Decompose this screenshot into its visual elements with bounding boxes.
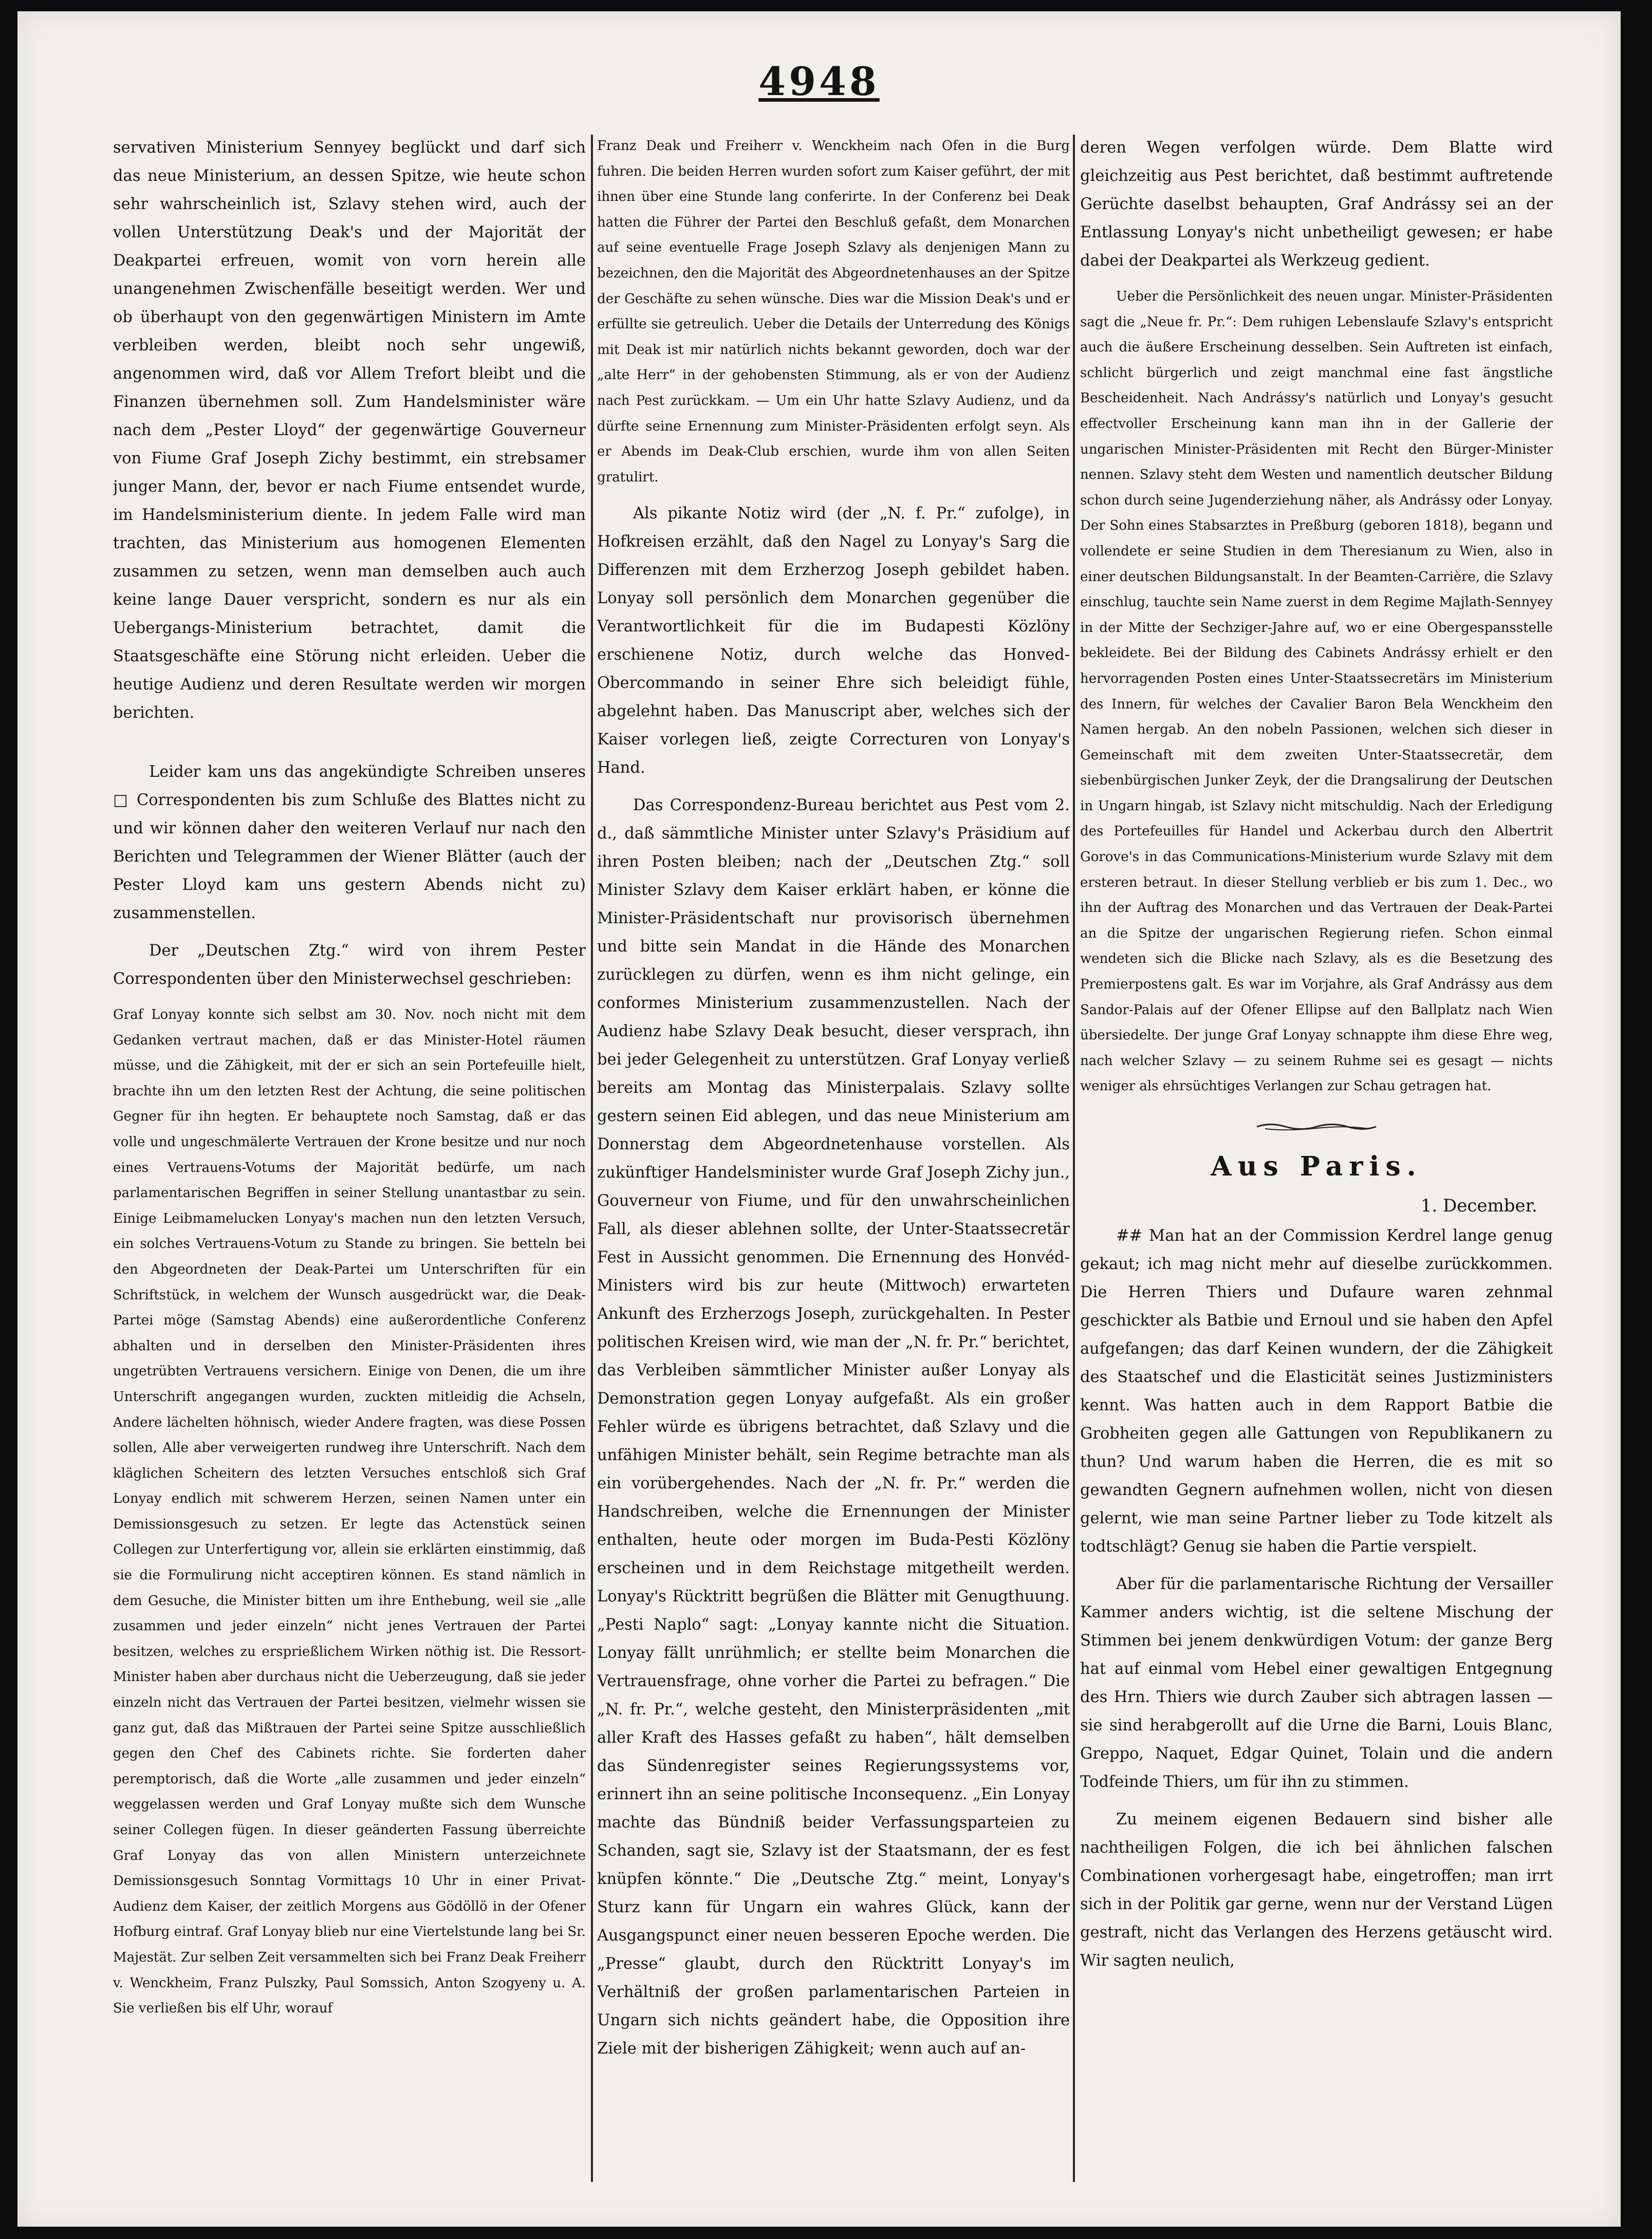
article-paragraph: Zu meinem eigenen Bedauern sind bisher alle nachtheiligen Folgen, die ich bei ähnlichen falschen Combinationen vorhergesagt habe, eingetroffen; man irrt sich in der Politik gar gerne, wenn nur der Verstand Lügen gestraft, nicht das Verlangen des Herzens getäuscht wird. Wir sagten neulich, bbox=[1080, 1811, 1553, 1970]
section-heading: Aus Paris. bbox=[1211, 1151, 1422, 1182]
article-paragraph: Aber für die parlamentarische Richtung der Versailler Kammer anders wichtig, ist die seltene Mischung der Stimmen bei jenem denkwürdigen Votum: der ganze Berg hat auf einmal vom Hebel einer gewaltigen Entgegnung des Hrn. Thiers wie durch Zauber sich abtragen lassen — sie sind herabgerollt auf die Urne die Barni, Louis Blanc, Greppo, Naquet, Edgar Quinet, Tolain und die andern Todfeinde Thiers, um für ihn zu stimmen. bbox=[1080, 1575, 1553, 1791]
column-rule bbox=[1073, 135, 1075, 2182]
column-2 bbox=[597, 134, 1070, 2199]
article-paragraph: deren Wegen verfolgen würde. Dem Blatte wird gleichzeitig aus Pest berichtet, daß bestimmt auftretende Gerüchte daselbst behaupten, Graf Andrássy sei an der Entlassung Lonyay's nicht unbetheiligt gewesen; er habe dabei der Deakpartei als Werkzeug gedient. bbox=[1080, 139, 1553, 270]
article-paragraph: Der „Deutschen Ztg.“ wird von ihrem Pester Correspondenten über den Ministerwechsel geschrieben: bbox=[113, 942, 586, 988]
page-number: 4948 bbox=[758, 59, 880, 104]
article-paragraph: Das Correspondenz-Bureau berichtet aus Pest vom 2. d., daß sämmtliche Minister unter Szlavy's Präsidium auf ihren Posten bleiben; nach der „Deutschen Ztg.“ soll Minister Szlavy dem Kaiser erklärt haben, er könne die Minister-Präsidentschaft nur provisorisch übernehmen und bitte sein Mandat in die Hände des Monarchen zurücklegen zu dürfen, wenn es ihm nicht gelinge, ein conformes Ministerium zusammenzustellen. Nach der Audienz habe Szlavy Deak besucht, dieser versprach, ihn bei jeder Gelegenheit zu unterstützen. Graf Lonyay verließ bereits am Montag das Ministerpalais. Szlavy sollte gestern seinen Eid ablegen, und das neue Ministerium am Donnerstag dem Abgeordnetenhause vorstellen. Als zukünftiger Handelsminister wurde Graf Joseph Zichy jun., Gouverneur von Fiume, und für den unwahrscheinlichen Fall, als dieser ablehnen sollte, der Unter-Staatssecretär Fest in Aussicht genommen. Die Ernennung des Honvéd-Ministers wird bis zur heute (Mittwoch) erwarteten Ankunft des Erzherzogs Joseph, zurückgehalten. In Pester politischen Kreisen wird, wie man der „N. fr. Pr.“ berichtet, das Verbleiben sämmtlicher Minister außer Lonyay als Demonstration gegen Lonyay aufgefaßt. Als ein großer Fehler würde es übrigens betrachtet, daß Szlavy und die unfähigen Minister behält, sein Regime betrachte man als ein vorübergehendes. Nach der „N. fr. Pr.“ werden die Handschreiben, welche die Ernennungen der Minister enthalten, heute oder morgen im Buda-Pesti Közlöny erscheinen und in dem Reichstage mitgetheilt werden. Lonyay's Rücktritt begrüßen die Blätter mit Genugthuung. „Pesti Naplo“ sagt: „Lonyay kannte nicht die Situation. Lonyay fällt unrühmlich; er stellte beim Monarchen die Vertrauensfrage, ohne vorher die Partei zu befragen.“ Die „N. fr. Pr.“, welche gesteht, den Ministerpräsidenten „mit aller Kraft des Hasses gefaßt zu haben“, hält demselben das Sündenregister seines Regierungssystems vor, erinnert ihn an seine politische Inconsequenz. „Ein Lonyay machte das Bündniß beider Verfassungsparteien zu Schanden, sagt sie, Szlavy ist der Staatsmann, der es fest knüpfen könnte.“ Die „Deutsche Ztg.“ meint, Lonyay's Sturz kann für Ungarn ein wahres Glück, kann der Ausgangspunct einer neuen besseren Epoche werden. Die „Presse“ glaubt, durch den Rücktritt Lonyay's im Verhältniß der großen parlamentarischen Parteien in Ungarn sich nichts geändert habe, die Opposition ihre Ziele mit der bisherigen Zähigkeit; wenn auch auf an- bbox=[597, 796, 1070, 2058]
ornament-rule-icon bbox=[1255, 1120, 1378, 1133]
newspaper-page bbox=[17, 11, 1621, 2227]
column-1 bbox=[113, 134, 586, 2199]
column-3 bbox=[1080, 134, 1553, 2199]
quoted-report: Ueber die Persönlichkeit des neuen ungar. Minister-Präsidenten sagt die „Neue fr. Pr.“: Dem ruhigen Lebenslaufe Szlavy's entspricht auch die äußere Erscheinung desselben. Sein Auftreten ist einfach, schlicht bürgerlich und zeigt manchmal eine fast ängstliche Bescheidenheit. Nach Andrássy's natürlich und Lonyay's gesucht effectvoller Erscheinung kann man ihn in der Gallerie der ungarischen Minister-Präsidenten mit Recht den Bürger-Minister nennen. Szlavy steht dem Westen und namentlich deutscher Bildung schon durch seine Jugenderziehung näher, als Andrássy oder Lonyay. Der Sohn eines Stabsarztes in Preßburg (geboren 1818), begann und vollendete er seine Studien in dem Theresianum zu Wien, also in einer deutschen Bildungsanstalt. In der Beamten-Carrière, die Szlavy einschlug, tauchte sein Name zuerst in dem Regime Majlath-Sennyey in der Mitte der Sechziger-Jahre auf, wo er eine Obergespansstelle bekleidete. Bei der Bildung des Cabinets Andrássy erhielt er den hervorragenden Posten eines Unter-Staatssecretärs im Ministerium des Innern, für welches der Cavalier Baron Bela Wenckheim den Namen hergab. An den nobeln Passionen, welchen sich dieser in Gemeinschaft mit dem zweiten Unter-Staatssecretär, dem siebenbürgischen Junker Zeyk, der die Drangsalirung der Deutschen in Ungarn hingab, ist Szlavy nicht mitschuldig. Nach der Erledigung des Portefeuilles für Handel und Ackerbau durch den Albertrit Gorove's in das Communications-Ministerium wurde Szlavy mit dem ersteren betraut. In dieser Stellung verblieb er bis zum 1. Dec., wo ihn der Auftrag des Monarchen und das Vertrauen der Deak-Partei an die Spitze der ungarischen Regierung riefen. Schon einmal wendeten sich die Blicke nach Szlavy, als es die Besetzung des Premierpostens galt. Es war im Vorjahre, als Graf Andrássy aus dem Sandor-Palais auf der Ofener Ellipse auf den Ballplatz nach Wien übersiedelte. Der junge Graf Lonyay schnappte ihm diese Ehre weg, nach welcher Szlavy — zu seinem Ruhme sei es gesagt — nichts weniger als ehrsüchtiges Verlangen zur Schau getragen hat. bbox=[1080, 289, 1553, 1094]
article-paragraph: ## Man hat an der Commission Kerdrel lange genug gekaut; ich mag nicht mehr auf dieselbe zurückkommen. Die Herren Thiers und Dufaure waren zehnmal geschickter als Batbie und Ernoul und sie haben den Apfel aufgefangen; das darf Keinen wundern, der die Zähigkeit des Staatschef und die Elasticität seines Justizministers kennt. Was hatten auch in dem Rapport Batbie die Grobheiten gegen alle Gattungen von Republikanern zu thun? Und warum haben die Herren, die es mit so gewandten Gegnern aufnehmen wollen, nicht von diesen gelernt, wie man seine Partner lieber zu Tode kitzelt als todtschlägt? Genug sie haben die Partie verspielt. bbox=[1080, 1227, 1553, 1556]
article-paragraph: Als pikante Notiz wird (der „N. f. Pr.“ zufolge), in Hofkreisen erzählt, daß den Nagel zu Lonyay's Sarg die Differenzen mit dem Erzherzog Joseph gebildet haben. Lonyay soll persönlich dem Monarchen gegenüber die Verantwortlichkeit für die im Budapesti Közlöny erschienene Notiz, durch welche das Honved-Obercommando in seiner Ehre sich beleidigt fühle, abgelehnt haben. Das Manuscript aber, welches sich der Kaiser vorlegen ließ, zeigte Correcturen von Lonyay's Hand. bbox=[597, 505, 1070, 777]
quoted-report: Franz Deak und Freiherr v. Wenckheim nach Ofen in die Burg fuhren. Die beiden Herren wurden sofort zum Kaiser geführt, der mit ihnen über eine Stunde lang conferirte. In der Conferenz bei Deak hatten die Führer der Partei den Beschluß gefaßt, dem Monarchen auf seine eventuelle Frage Joseph Szlavy als denjenigen Mann zu bezeichnen, den die Majorität des Abgeordnetenhauses an der Spitze der Geschäfte zu sehen wünsche. Dies war die Mission Deak's und er erfüllte sie getreulich. Ueber die Details der Unterredung des Königs mit Deak ist mir natürlich nichts bekannt geworden, doch war der „alte Herr“ in der gehobensten Stimmung, als er von der Audienz nach Pest zurückkam. — Um ein Uhr hatte Szlavy Audienz, und da dürfte seine Ernennung zum Minister-Präsidenten erfolgt seyn. Als er Abends im Deak-Club erschien, wurde ihm von allen Seiten gratulirt. bbox=[597, 138, 1070, 485]
quoted-report: Graf Lonyay konnte sich selbst am 30. Nov. noch nicht mit dem Gedanken vertraut machen, daß er das Minister-Hotel räumen müsse, und die Zähigkeit, mit der er sich an sein Portefeuille hielt, brachte ihn um den letzten Rest der Achtung, die seine politischen Gegner für ihn hegten. Er behauptete noch Samstag, daß er das volle und ungeschmälerte Vertrauen der Krone besitze und nur noch eines Vertrauens-Votums der Majorität bedürfe, um nach parlamentarischen Begriffen in seiner Stellung unantastbar zu sein. Einige Leibmamelucken Lonyay's machen nun den letzten Versuch, ein solches Vertrauens-Votum zu Stande zu bringen. Sie betteln bei den Abgeordneten der Deak-Partei um Unterschriften für ein Schriftstück, in welchem der Wunsch ausgedrückt war, die Deak-Partei möge (Samstag Abends) eine außerordentliche Conferenz abhalten und in derselben den Minister-Präsidenten ihres ungetrübten Vertrauens versichern. Einige von Denen, die um ihre Unterschrift angegangen wurden, zuckten mitleidig die Achseln, Andere lächelten höhnisch, wieder Andere fragten, was diese Possen sollen, Alle aber verweigerten rundweg ihre Unterschrift. Nach dem kläglichen Scheitern des letzten Versuches entschloß sich Graf Lonyay endlich mit schwerem Herzen, seinen Namen unter ein Demissionsgesuch zu setzen. Er legte das Actenstück seinen Collegen zur Unterfertigung vor, allein sie erklärten einstimmig, daß sie die Formulirung nicht acceptiren können. Es stand nämlich in dem Gesuche, die Minister bitten um ihre Enthebung, weil sie „alle zusammen und jeder einzeln“ nicht jenes Vertrauen der Partei besitzen, welches zu ersprießlichem Wirken nöthig ist. Die Ressort-Minister haben aber durchaus nicht die Ueberzeugung, daß sie jeder einzeln nicht das Vertrauen der Partei besitzen, vielmehr wissen sie ganz gut, daß das Mißtrauen der Partei seine Spitze ausschließlich gegen den Chef des Cabinets richte. Sie forderten daher peremptorisch, daß die Worte „alle zusammen und jeder einzeln“ weggelassen werden und Graf Lonyay mußte sich dem Wunsche seiner Collegen fügen. In dieser geänderten Fassung überreichte Graf Lonyay das von allen Ministern unterzeichnete Demissionsgesuch Sonntag Vormittags 10 Uhr in einer Privat-Audienz dem Kaiser, der zeitlich Morgens aus Gödöllö in der Ofener Hofburg eintraf. Graf Lonyay blieb nur eine Viertelstunde lang bei Sr. Majestät. Zur selben Zeit versammelten sich bei Franz Deak Freiherr v. Wenckheim, Franz Pulszky, Paul Somssich, Anton Szogyeny u. A. Sie verließen bis elf Uhr, worauf bbox=[113, 1007, 586, 2017]
dateline: 1. December. bbox=[1420, 1196, 1537, 1216]
article-paragraph: Leider kam uns das angekündigte Schreiben unseres □ Correspondenten bis zum Schluße des Blattes nicht zu und wir können daher den weiteren Verlauf nur nach den Berichten und Telegrammen der Wiener Blätter (auch der Pester Lloyd kam uns gestern Abends nicht zu) zusammenstellen. bbox=[113, 763, 586, 922]
section-divider bbox=[1255, 1120, 1378, 1133]
article-paragraph: servativen Ministerium Sennyey beglückt und darf sich das neue Ministerium, an dessen Spitze, wie heute schon sehr wahrscheinlich ist, Szlavy stehen wird, auch der vollen Unterstützung Deak's und der Majorität der Deakpartei erfreuen, womit von vorn herein alle unangenehmen Zwischenfälle beseitigt werden. Wer und ob überhaupt von den gegenwärtigen Ministern im Amte verbleiben werden, bleibt noch sehr ungewiß, angenommen wird, daß vor Allem Trefort bleibt und die Finanzen übernehmen soll. Zum Handelsminister wäre nach dem „Pester Lloyd“ der gegenwärtige Gouverneur von Fiume Graf Joseph Zichy bestimmt, ein strebsamer junger Mann, der, bevor er nach Fiume entsendet wurde, im Handelsministerium diente. In jedem Falle wird man trachten, das Ministerium aus homogenen Elementen zusammen zu setzen, wenn man demselben auch auch keine lange Dauer verspricht, sondern es nur als ein Uebergangs-Ministerium betrachtet, damit die Staatsgeschäfte eine Störung nicht erleiden. Ueber die heutige Audienz und deren Resultate werden wir morgen berichten. bbox=[113, 139, 586, 722]
column-rule bbox=[591, 135, 593, 2182]
